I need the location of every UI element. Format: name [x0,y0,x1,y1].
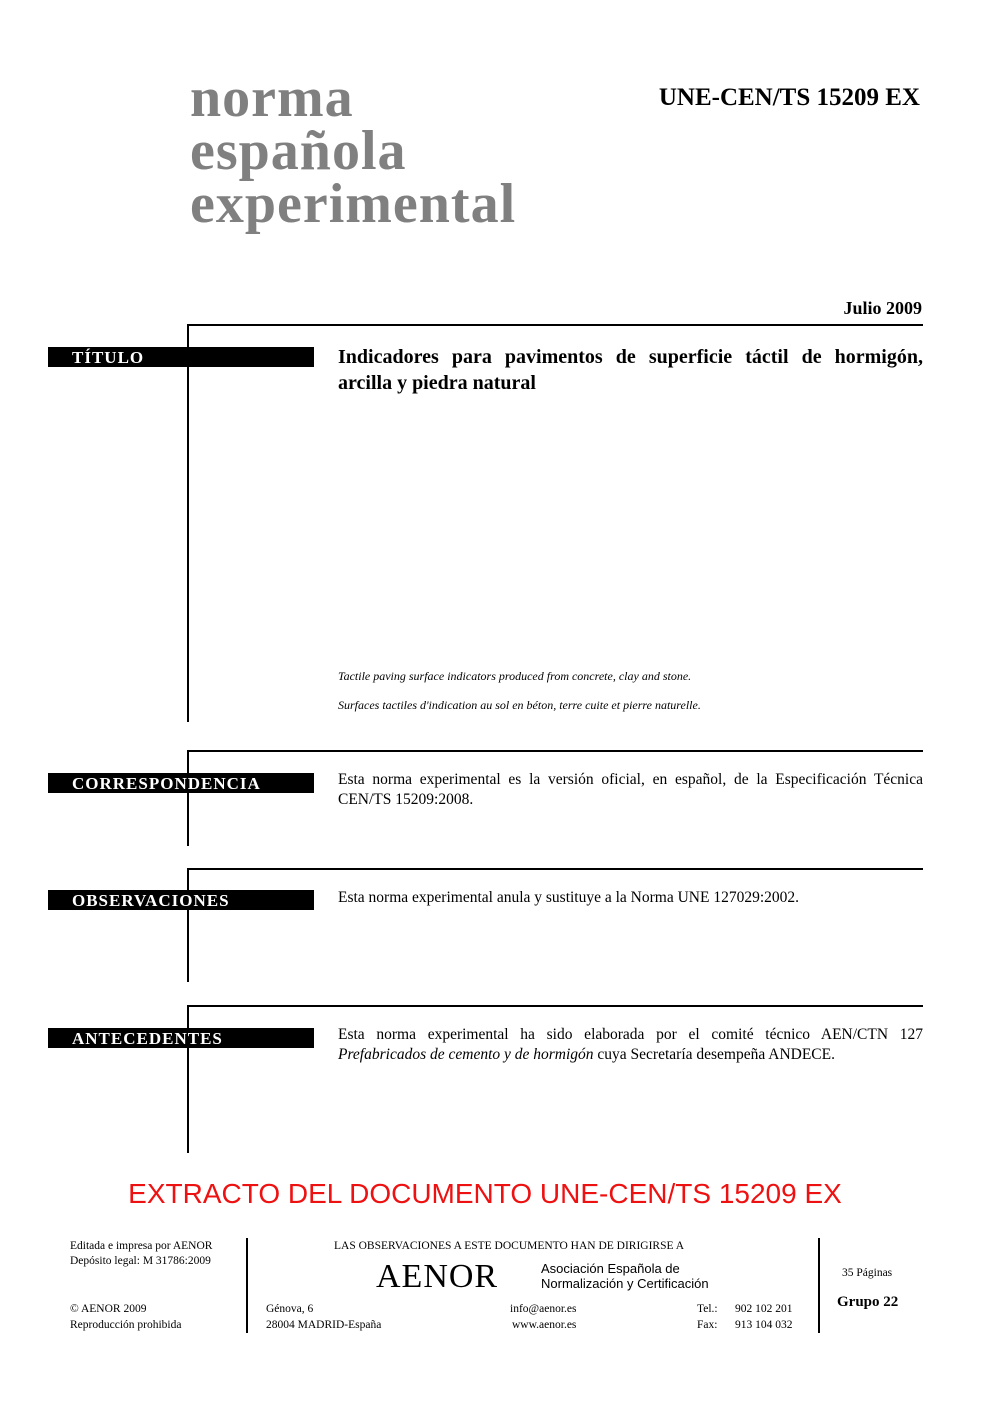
titulo-side-rule [187,324,189,722]
aenor-name-line1: Asociación Española de [541,1261,680,1276]
footer-page-count: 35 Páginas [842,1267,893,1279]
observaciones-top-rule [187,868,923,870]
footer-web: www.aenor.es [512,1319,577,1331]
document-type-title [190,67,517,235]
footer-price-group: Grupo 22 [837,1294,899,1310]
correspondencia-text: Esta norma experimental es la versión oficial, en español, de la Especificación Técnica CEN/TS 15209:2008. [338,771,923,808]
footer-email: info@aenor.es [510,1303,577,1315]
title-line-espanola: española [190,120,407,182]
observaciones-label: OBSERVACIONES [48,890,314,910]
footer-fax: 913 104 032 [735,1319,793,1331]
antecedentes-text-part2: cuya Secretaría desempeña ANDECE. [593,1046,835,1063]
antecedentes-text-part1: Esta norma experimental ha sido elaborada por el comité técnico AEN/CTN 127 [338,1026,923,1043]
footer-address-street: Génova, 6 [266,1303,314,1315]
correspondencia-side-rule [187,750,189,846]
correspondencia-label: CORRESPONDENCIA [48,773,314,793]
extract-watermark: EXTRACTO DEL DOCUMENTO UNE-CEN/TS 15209 EX [128,1178,842,1209]
title-line-norma: norma [190,67,354,129]
observaciones-text: Esta norma experimental anula y sustituye a la Norma UNE 127029:2002. [338,889,800,906]
aenor-full-name [541,1261,709,1291]
footer-edited: Editada e impresa por AENOR [70,1240,213,1252]
titulo-top-rule [187,324,923,326]
aenor-logo: AENOR [376,1258,499,1295]
standard-code: UNE-CEN/TS 15209 EX [658,84,920,111]
observaciones-side-rule [187,868,189,982]
antecedentes-top-rule [187,1005,923,1007]
titulo-label: TÍTULO [48,347,314,367]
footer-tel: 902 102 201 [735,1303,793,1315]
footer-deposit: Depósito legal: M 31786:2009 [70,1255,211,1267]
standard-title: Indicadores para pavimentos de superficie táctil de hormigón, arcilla y piedra natural [338,346,923,394]
footer-right-divider [818,1238,820,1333]
footer-address-city: 28004 MADRID-España [266,1319,382,1331]
footer-observations-notice: LAS OBSERVACIONES A ESTE DOCUMENTO HAN DE DIRIGIRSE A [334,1240,685,1252]
antecedentes-label: ANTECEDENTES [48,1028,314,1048]
english-title: Tactile paving surface indicators produced from concrete, clay and stone. [338,669,692,683]
footer-copyright: © AENOR 2009 [70,1303,147,1315]
antecedentes-text [338,1025,923,1065]
correspondencia-top-rule [187,750,923,752]
aenor-name-line2: Normalización y Certificación [541,1276,709,1291]
french-title: Surfaces tactiles d'indication au sol en béton, terre cuite et pierre naturelle. [338,698,701,712]
footer-fax-label: Fax: [697,1319,718,1331]
committee-name: Prefabricados de cemento y de hormigón [338,1046,594,1063]
title-line-experimental: experimental [190,173,517,235]
footer-left-divider [246,1238,248,1333]
footer-reproduction: Reproducción prohibida [70,1319,182,1331]
publication-date: Julio 2009 [843,298,922,318]
footer-tel-label: Tel.: [697,1303,718,1315]
